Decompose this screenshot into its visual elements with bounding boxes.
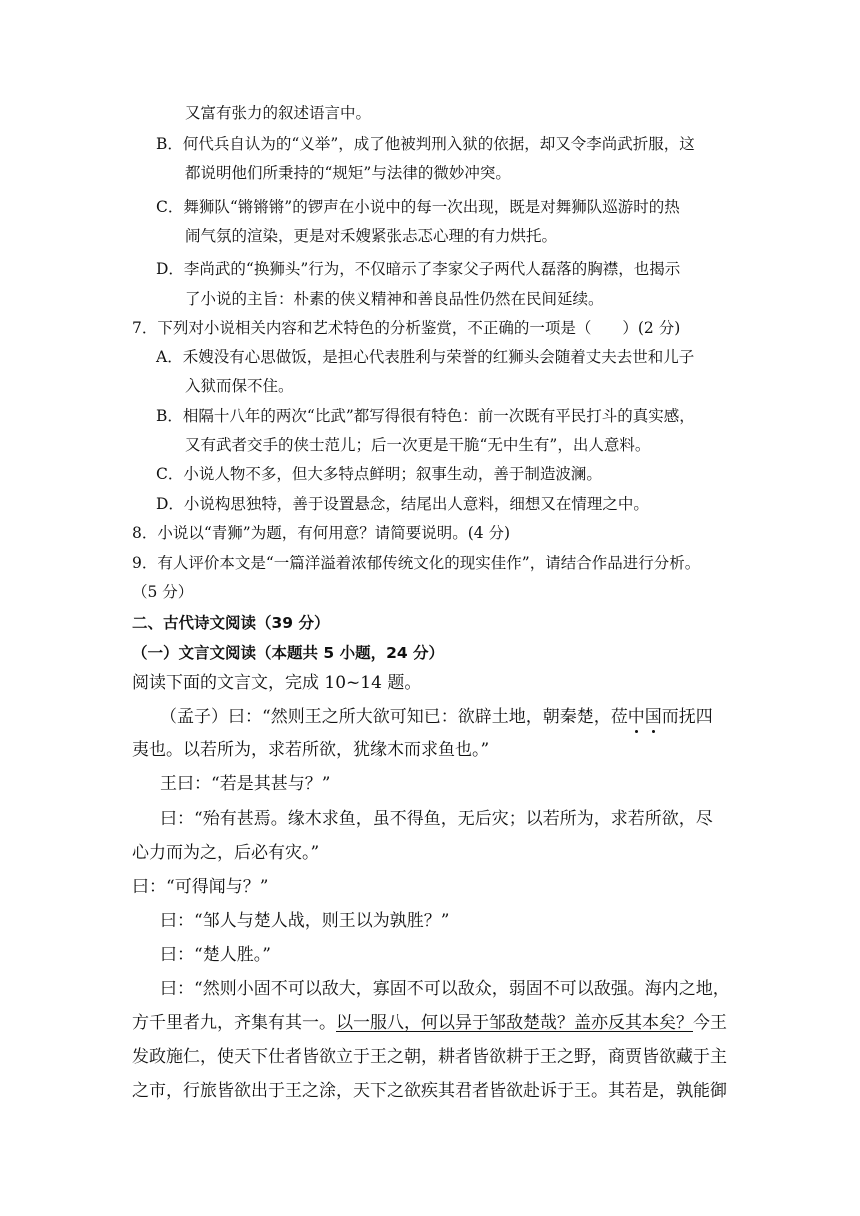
passage-paragraph-7-line-2 bbox=[132, 1012, 727, 1034]
q6-option-b: B．何代兵自认为的“义举”，成了他被判刑入狱的依据，却又令李尚武折服，这 bbox=[156, 135, 695, 153]
q6-option-c: C．舞狮队“锵锵锵”的锣声在小说中的每一次出现，既是对舞狮队巡游时的热 bbox=[156, 198, 680, 216]
q6-option-d: D．李尚武的“换狮头”行为，不仅暗示了李家父子两代人磊落的胸襟，也揭示 bbox=[156, 260, 681, 278]
passage-paragraph-7: 曰：“然则小固不可以敌大，寡固不可以敌众，弱固不可以敌强。海内之地， bbox=[160, 979, 730, 999]
passage-text: 今王 bbox=[693, 1013, 727, 1033]
passage-paragraph-7-line-4: 之市，行旅皆欲出于王之涂，天下之欲疾其君者皆欲赴诉于王。其若是，孰能御 bbox=[132, 1081, 727, 1101]
passage-text: 而抚四 bbox=[661, 707, 713, 727]
passage-paragraph-3: 曰：“殆有甚焉。缘木求鱼，虽不得鱼，无后灾；以若所为，求若所欲，尽 bbox=[160, 809, 713, 829]
q7-option-b: B．相隔十八年的两次“比武”都写得很有特色：前一次既有平民打斗的真实感， bbox=[156, 407, 695, 425]
emphasis-dot-char: 国 bbox=[644, 707, 662, 727]
emphasis-dot-char: 中 bbox=[627, 707, 645, 727]
q9-score: （5 分） bbox=[132, 583, 194, 601]
passage-paragraph-6: 曰：“楚人胜。” bbox=[160, 945, 271, 965]
q6-option-b-continuation: 都说明他们所秉持的“规矩”与法律的微妙冲突。 bbox=[185, 164, 511, 182]
subsection-heading: （一）文言文阅读（本题共 5 小题，24 分） bbox=[132, 644, 445, 662]
q7-option-a-continuation: 入狱而保不住。 bbox=[185, 377, 294, 395]
passage-text: （孟子）曰：“然则王之所大欲可知已：欲辟土地，朝秦楚，莅 bbox=[160, 707, 628, 727]
passage-paragraph-4: 曰：“可得闻与？” bbox=[132, 877, 269, 897]
q7-option-a: A．禾嫂没有心思做饭，是担心代表胜利与荣誉的红狮头会随着丈夫去世和儿子 bbox=[156, 348, 695, 366]
passage-paragraph-5: 曰：“邹人与楚人战，则王以为孰胜？” bbox=[160, 911, 450, 931]
passage-paragraph-3-continuation: 心力而为之，后必有灾。” bbox=[132, 843, 320, 863]
passage-paragraph-7-line-3: 发政施仁，使天下仕者皆欲立于王之朝，耕者皆欲耕于王之野，商贾皆欲藏于主 bbox=[132, 1047, 727, 1067]
q9-question: 9．有人评价本文是“一篇洋溢着浓郁传统文化的现实佳作”，请结合作品进行分析。 bbox=[132, 554, 701, 572]
passage-paragraph-2: 王曰：“若是其甚与？” bbox=[160, 774, 331, 794]
underlined-sentence: 以一服八，何以异于邹敌楚哉？盖亦反其本矣？ bbox=[336, 1013, 693, 1033]
q6-option-c-continuation: 闹气氛的渲染，更是对禾嫂紧张忐忑心理的有力烘托。 bbox=[185, 227, 558, 245]
q7-option-b-continuation: 又有武者交手的侠士范儿；后一次更是干脆“无中生有”，出人意料。 bbox=[185, 436, 651, 454]
passage-paragraph-1-continuation: 夷也。以若所为，求若所欲，犹缘木而求鱼也。” bbox=[132, 740, 490, 760]
q6-option-a-continuation: 又富有张力的叙述语言中。 bbox=[185, 104, 372, 122]
q6-option-d-continuation: 了小说的主旨：朴素的侠义精神和善良品性仍然在民间延续。 bbox=[185, 290, 604, 308]
passage-paragraph-1 bbox=[160, 706, 713, 728]
q8-question: 8．小说以“青狮”为题，有何用意？请简要说明。(4 分) bbox=[132, 524, 511, 542]
q7-option-c: C．小说人物不多，但大多特点鲜明；叙事生动，善于制造波澜。 bbox=[156, 465, 602, 483]
q7-stem: 7．下列对小说相关内容和艺术特色的分析鉴赏，不正确的一项是（ ）(2 分) bbox=[132, 319, 681, 337]
q7-option-d: D．小说构思独特，善于设置悬念，结尾出人意料，细想又在情理之中。 bbox=[156, 495, 649, 513]
reading-instruction: 阅读下面的文言文，完成 10~14 题。 bbox=[132, 673, 422, 693]
section-heading: 二、古代诗文阅读（39 分） bbox=[132, 614, 330, 632]
passage-text: 方千里者九，齐集有其一。 bbox=[132, 1013, 336, 1033]
